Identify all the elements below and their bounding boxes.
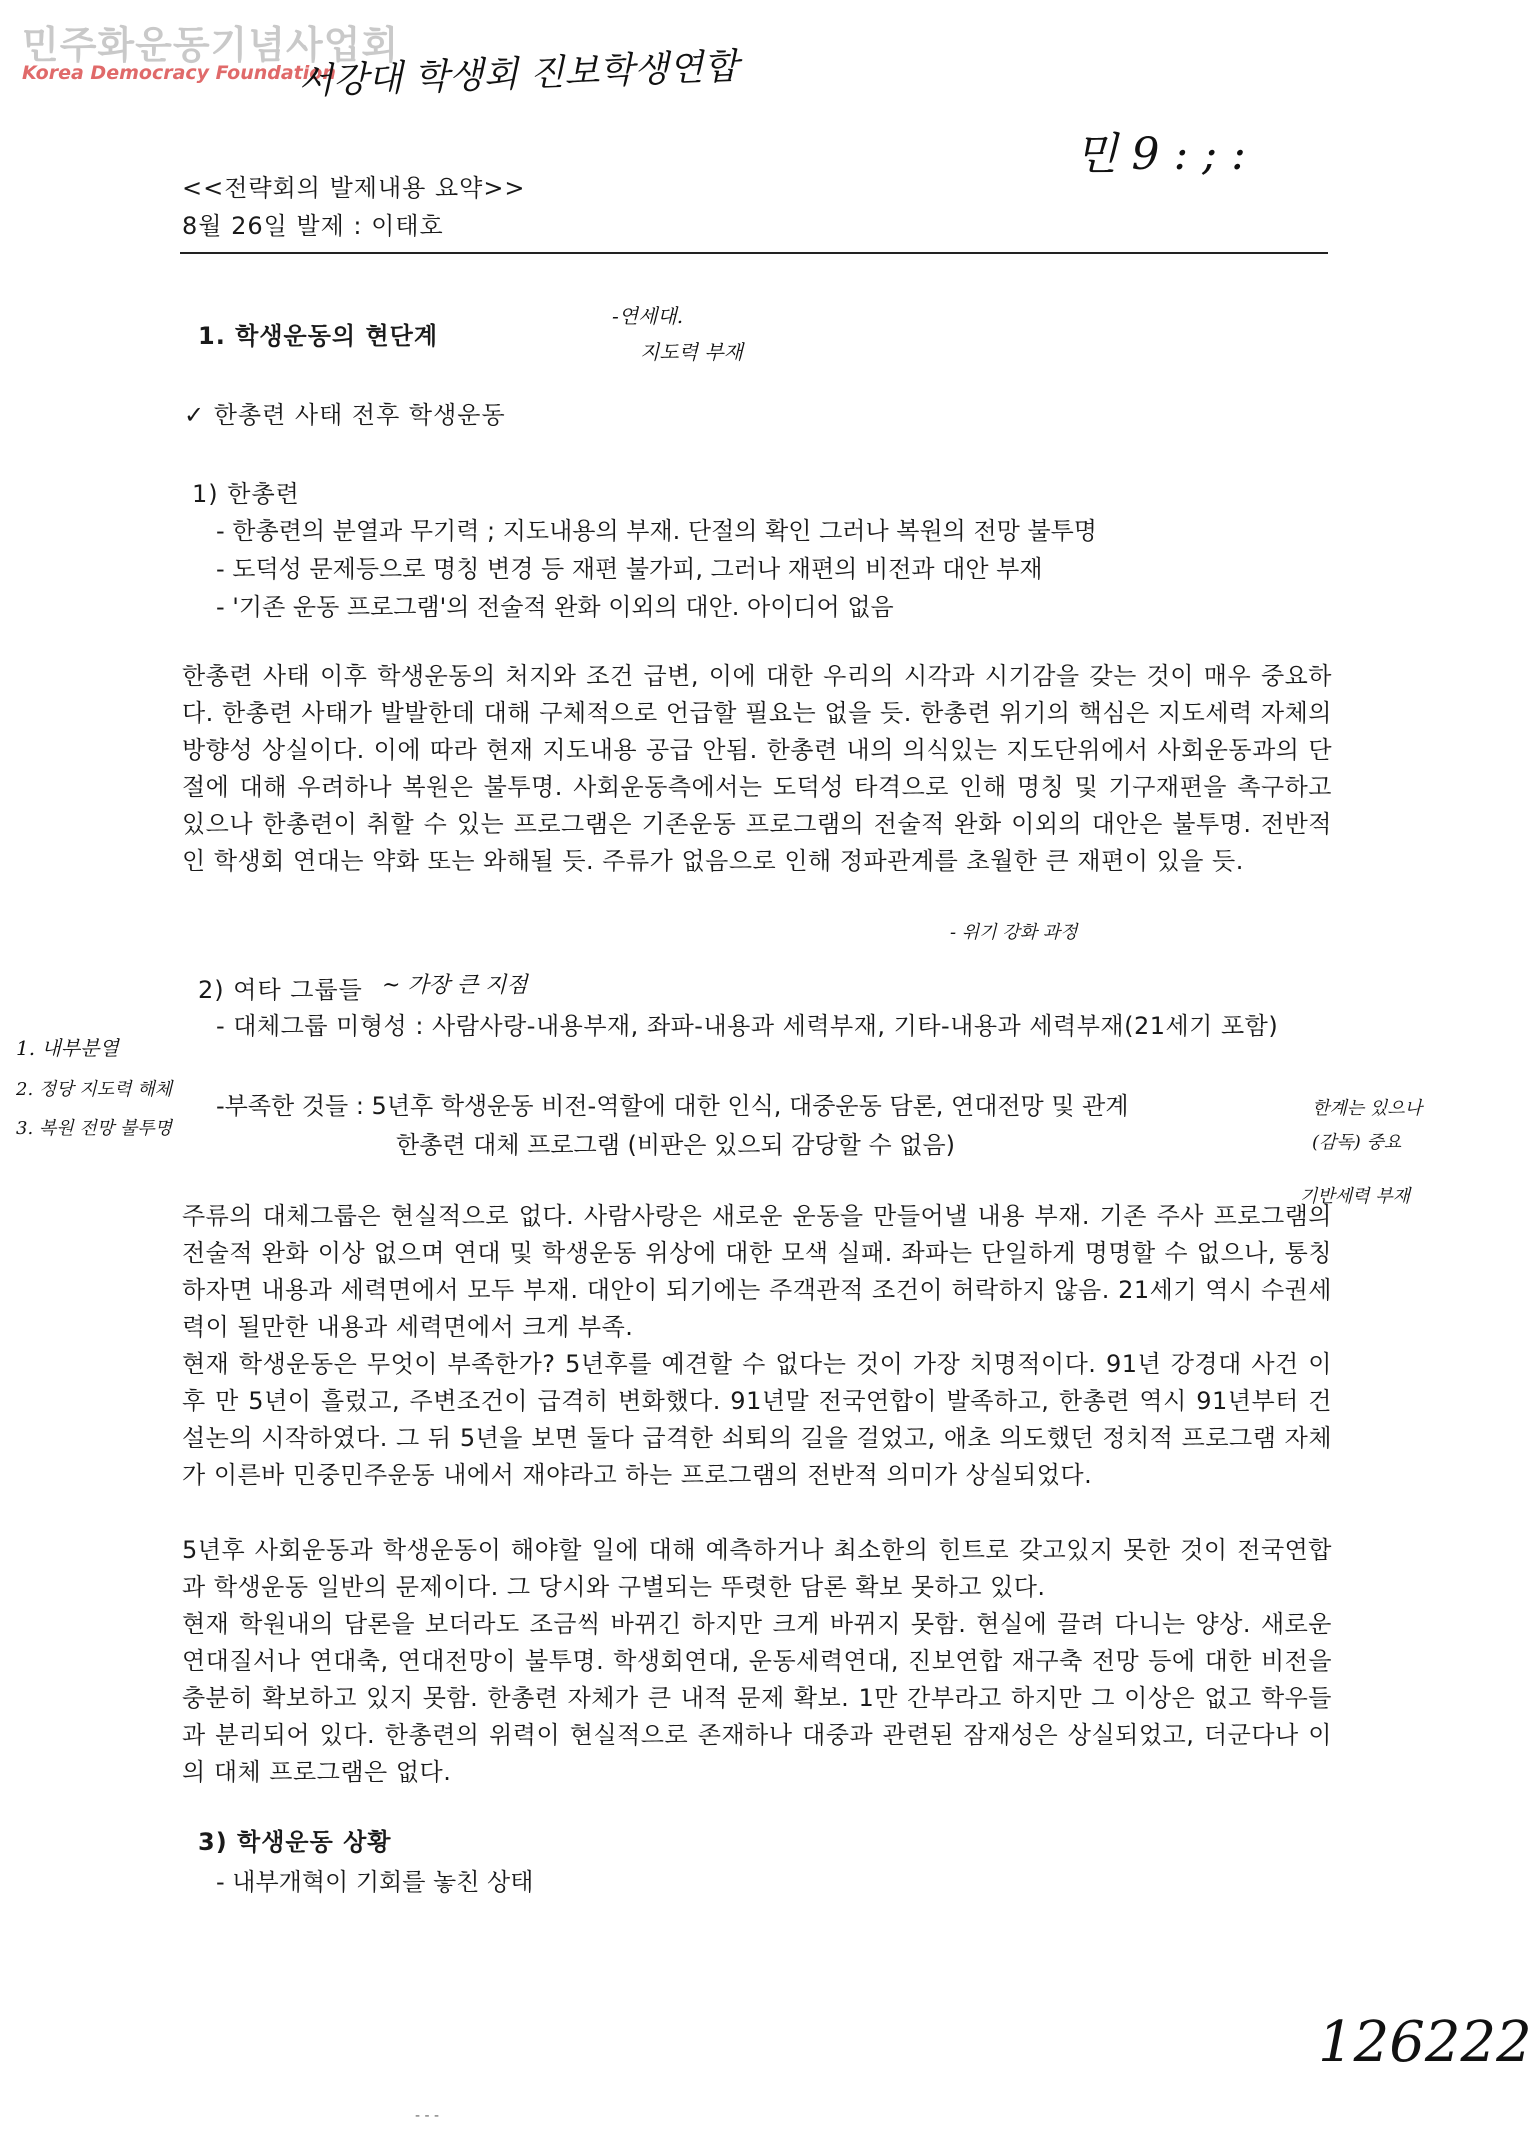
sub2-bullet: - 대체그룹 미형성 : 사람사랑-내용부재, 좌파-내용과 세력부재, 기타-내용과 세력부재(21세기 포함): [216, 1012, 1279, 1040]
handnote-right-1: -연세대.: [612, 304, 684, 328]
right-margin-note: 한계는 있으나: [1312, 1098, 1423, 1119]
document-title: <<전략회의 발제내용 요약>>: [182, 174, 526, 202]
sub2-paragraph: 현재 학원내의 담론을 보더라도 조금씩 바뀌긴 하지만 크게 바뀌지 못함. 현실에 끌려 다니는 양상. 새로운 연대질서나 연대축, 연대전망이 불투명. 학생회연대, 운동세력연대, 진보연합 재구축 전망 등에 대한 비전을 충분히 확보하고 있지 못함. 한총련 자체가 큰 내적 문제 확보. 1만 간부라고 하지만 그 이상은 없고 학우들과 분리되어 있다. 한총련의 위력이 현실적으로 존재하나 대중과 관련된 잠재성은 상실되었고, 더군다나 이의 대체 프로그램은 없다.: [182, 1610, 1332, 1786]
document-subtitle: 8월 26일 발제 : 이태호: [182, 212, 444, 240]
handwritten-org-name: 서강대 학생회 진보학생연합: [297, 46, 739, 103]
right-margin-note: (감독) 중요: [1312, 1132, 1402, 1153]
sub2-bullet: -부족한 것들 : 5년후 학생운동 비전-역할에 대한 인식, 대중운동 담론, 연대전망 및 관계: [216, 1092, 1129, 1120]
handwritten-page-number: 126222: [1318, 2010, 1532, 2075]
section1-heading: 1. 학생운동의 현단계: [198, 322, 438, 350]
sub2-bullet-cont: 한총련 대체 프로그램 (비판은 있으되 감당할 수 없음): [396, 1131, 955, 1159]
sub2-paragraph: 5년후 사회운동과 학생운동이 해야할 일에 대해 예측하거나 최소한의 힌트로 갖고있지 못한 것이 전국연합과 학생운동 일반의 문제이다. 그 당시와 구별되는 뚜렷한 담론 확보 못하고 있다.: [182, 1536, 1332, 1601]
left-margin-note: 1. 내부분열: [16, 1036, 119, 1060]
left-margin-note: 2. 정당 지도력 해체: [16, 1079, 173, 1100]
handwritten-stamp: 민 9 : ; :: [1075, 129, 1246, 180]
sub1-bullet: - '기존 운동 프로그램'의 전술적 완화 이외의 대안. 아이디어 없음: [216, 593, 894, 621]
footer-dashes: - - -: [415, 2108, 440, 2124]
sub2-heading-handnote: ~ 가장 큰 지점: [382, 973, 528, 998]
right-margin-note: 기반세력 부재: [1300, 1186, 1411, 1207]
title-divider: [180, 252, 1328, 254]
left-margin-note: 3. 복원 전망 불투명: [16, 1118, 173, 1139]
sub2-paragraph: 주류의 대체그룹은 현실적으로 없다. 사람사랑은 새로운 운동을 만들어낼 내용 부재. 기존 주사 프로그램의 전술적 완화 이상 없으며 연대 및 학생운동 위상에 대한 모색 실패. 좌파는 단일하게 명명할 수 없으나, 통칭하자면 내용과 세력면에서 모두 부재. 대안이 되기에는 주객관적 조건이 허락하지 않음. 21세기 역시 수권세력이 될만한 내용과 세력면에서 크게 부족.: [182, 1202, 1332, 1341]
sub1-heading: 1) 한총련: [192, 480, 300, 508]
sub2-heading: 2) 여타 그룹들: [198, 976, 363, 1004]
sub2-paragraph: 현재 학생운동은 무엇이 부족한가? 5년후를 예견할 수 없다는 것이 가장 치명적이다. 91년 강경대 사건 이후 만 5년이 흘렀고, 주변조건이 급격히 변화했다. 91년말 전국연합이 발족하고, 한총련 역시 91년부터 건설논의 시작하였다. 그 뒤 5년을 보면 둘다 급격한 쇠퇴의 길을 걸었고, 애초 의도했던 정치적 프로그램 자체가 이른바 민중민주운동 내에서 재야라고 하는 프로그램의 전반적 의미가 상실되었다.: [182, 1350, 1332, 1489]
logo-korean: 민주화운동기념사업회: [22, 23, 400, 67]
sub1-bullet: - 한총련의 분열과 무기력 ; 지도내용의 부재. 단절의 확인 그러나 복원의 전망 불투명: [216, 517, 1097, 545]
sub3-bullet: - 내부개혁이 기회를 놓친 상태: [216, 1868, 534, 1896]
sub3-heading: 3) 학생운동 상황: [198, 1828, 392, 1856]
handnote-after-paragraph: - 위기 강화 과정: [950, 922, 1078, 943]
sub1-paragraph: 한총련 사태 이후 학생운동의 처지와 조건 급변, 이에 대한 우리의 시각과 시기감을 갖는 것이 매우 중요하다. 한총련 사태가 발발한데 대해 구체적으로 언급할 필요는 없을 듯. 한총련 위기의 핵심은 지도세력 자체의 방향성 상실이다. 이에 따라 현재 지도내용 공급 안됨. 한총련 내의 의식있는 지도단위에서 사회운동과의 단절에 대해 우려하나 복원은 불투명. 사회운동측에서는 도덕성 타격으로 인해 명칭 및 기구재편을 촉구하고 있으나 한총련이 취할 수 있는 프로그램은 기존운동 프로그램의 전술적 완화 이외의 대안은 불투명. 전반적인 학생회 연대는 약화 또는 와해될 듯. 주류가 없음으로 인해 정파관계를 초월한 큰 재편이 있을 듯.: [182, 662, 1332, 875]
handnote-right-2: 지도력 부재: [640, 340, 743, 364]
sub1-bullet: - 도덕성 문제등으로 명칭 변경 등 재편 불가피, 그러나 재편의 비전과 대안 부재: [216, 555, 1043, 583]
logo-english: Korea Democracy Foundation: [22, 62, 336, 84]
check-title: ✓ 한총련 사태 전후 학생운동: [184, 401, 506, 429]
